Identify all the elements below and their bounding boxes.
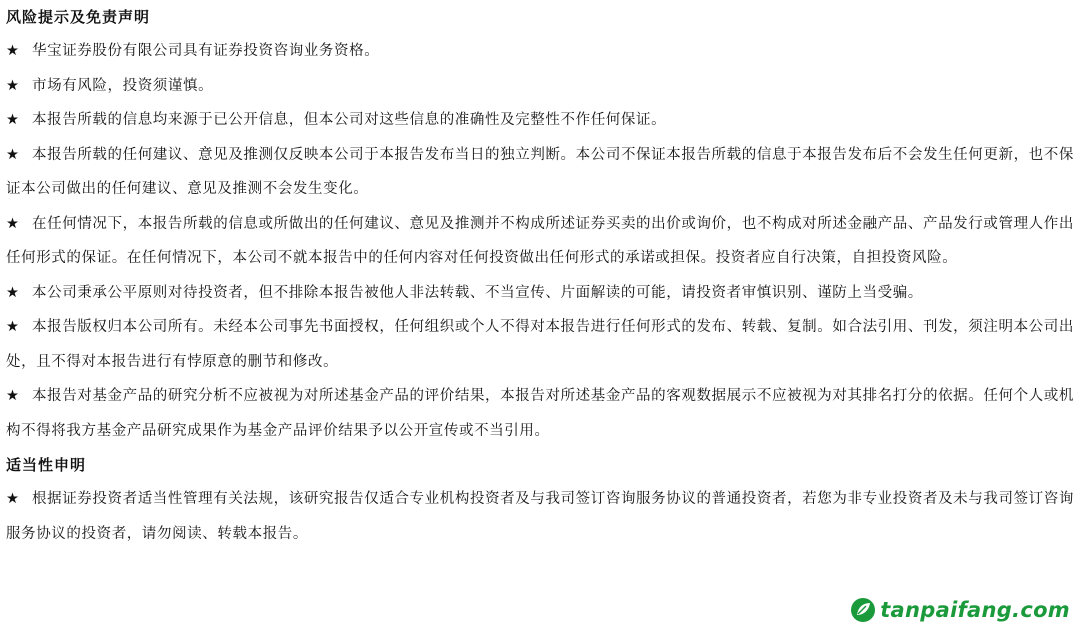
disclaimer-document <box>6 0 1074 551</box>
risk-paragraph: ★ 本报告所载的任何建议、意见及推测仅反映本公司于本报告发布当日的独立判断。本公司不保证本报告所载的信息于本报告发布后不会发生任何更新，也不保证本公司做出的任何建议、意见及推测不会发生变化。 <box>6 138 1074 207</box>
risk-paragraph: ★ 本公司秉承公平原则对待投资者，但不排除本报告被他人非法转载、不当宣传、片面解读的可能，请投资者审慎识别、谨防上当受骗。 <box>6 276 1074 311</box>
leaf-logo-icon <box>849 596 877 624</box>
star-bullet-icon: ★ <box>6 491 20 507</box>
star-bullet-icon: ★ <box>6 284 20 301</box>
risk-paragraph: ★ 市场有风险，投资须谨慎。 <box>6 69 1074 104</box>
tanpaifang-watermark <box>849 596 1070 624</box>
star-bullet-icon: ★ <box>6 215 20 232</box>
risk-paragraph: ★ 本报告所载的信息均来源于已公开信息，但本公司对这些信息的准确性及完整性不作任何保证。 <box>6 103 1074 138</box>
risk-paragraph: ★ 在任何情况下，本报告所载的信息或所做出的任何建议、意见及推测并不构成所述证券买卖的出价或询价，也不构成对所述金融产品、产品发行或管理人作出任何形式的保证。在任何情况下，本公司不就本报告中的任何内容对任何投资做出任何形式的承诺或担保。投资者应自行决策，自担投资风险。 <box>6 207 1074 276</box>
risk-paragraph: ★ 本报告版权归本公司所有。未经本公司事先书面授权，任何组织或个人不得对本报告进行任何形式的发布、转载、复制。如合法引用、刊发，须注明本公司出处，且不得对本报告进行有悖原意的删节和修改。 <box>6 310 1074 379</box>
star-bullet-icon: ★ <box>6 43 20 59</box>
star-bullet-icon: ★ <box>6 146 20 163</box>
star-bullet-icon: ★ <box>6 388 20 404</box>
suitability-paragraph: ★ 根据证券投资者适当性管理有关法规，该研究报告仅适合专业机构投资者及与我司签订咨询服务协议的普通投资者，若您为非专业投资者及未与我司签订咨询服务协议的投资者，请勿阅读、转载本报告。 <box>6 482 1074 551</box>
suitability-heading: 适当性申明 <box>6 456 87 474</box>
watermark-text: tanpaifang.com <box>880 598 1070 622</box>
star-bullet-icon: ★ <box>6 77 20 94</box>
star-bullet-icon: ★ <box>6 319 20 335</box>
risk-paragraph: ★ 华宝证券股份有限公司具有证券投资咨询业务资格。 <box>6 34 1074 69</box>
risk-paragraph: ★ 本报告对基金产品的研究分析不应被视为对所述基金产品的评价结果，本报告对所述基金产品的客观数据展示不应被视为对其排名打分的依据。任何个人或机构不得将我方基金产品研究成果作为基金产品评价结果予以公开宣传或不当引用。 <box>6 379 1074 448</box>
risk-disclaimer-heading: 风险提示及免责声明 <box>6 8 151 26</box>
star-bullet-icon: ★ <box>6 112 20 128</box>
